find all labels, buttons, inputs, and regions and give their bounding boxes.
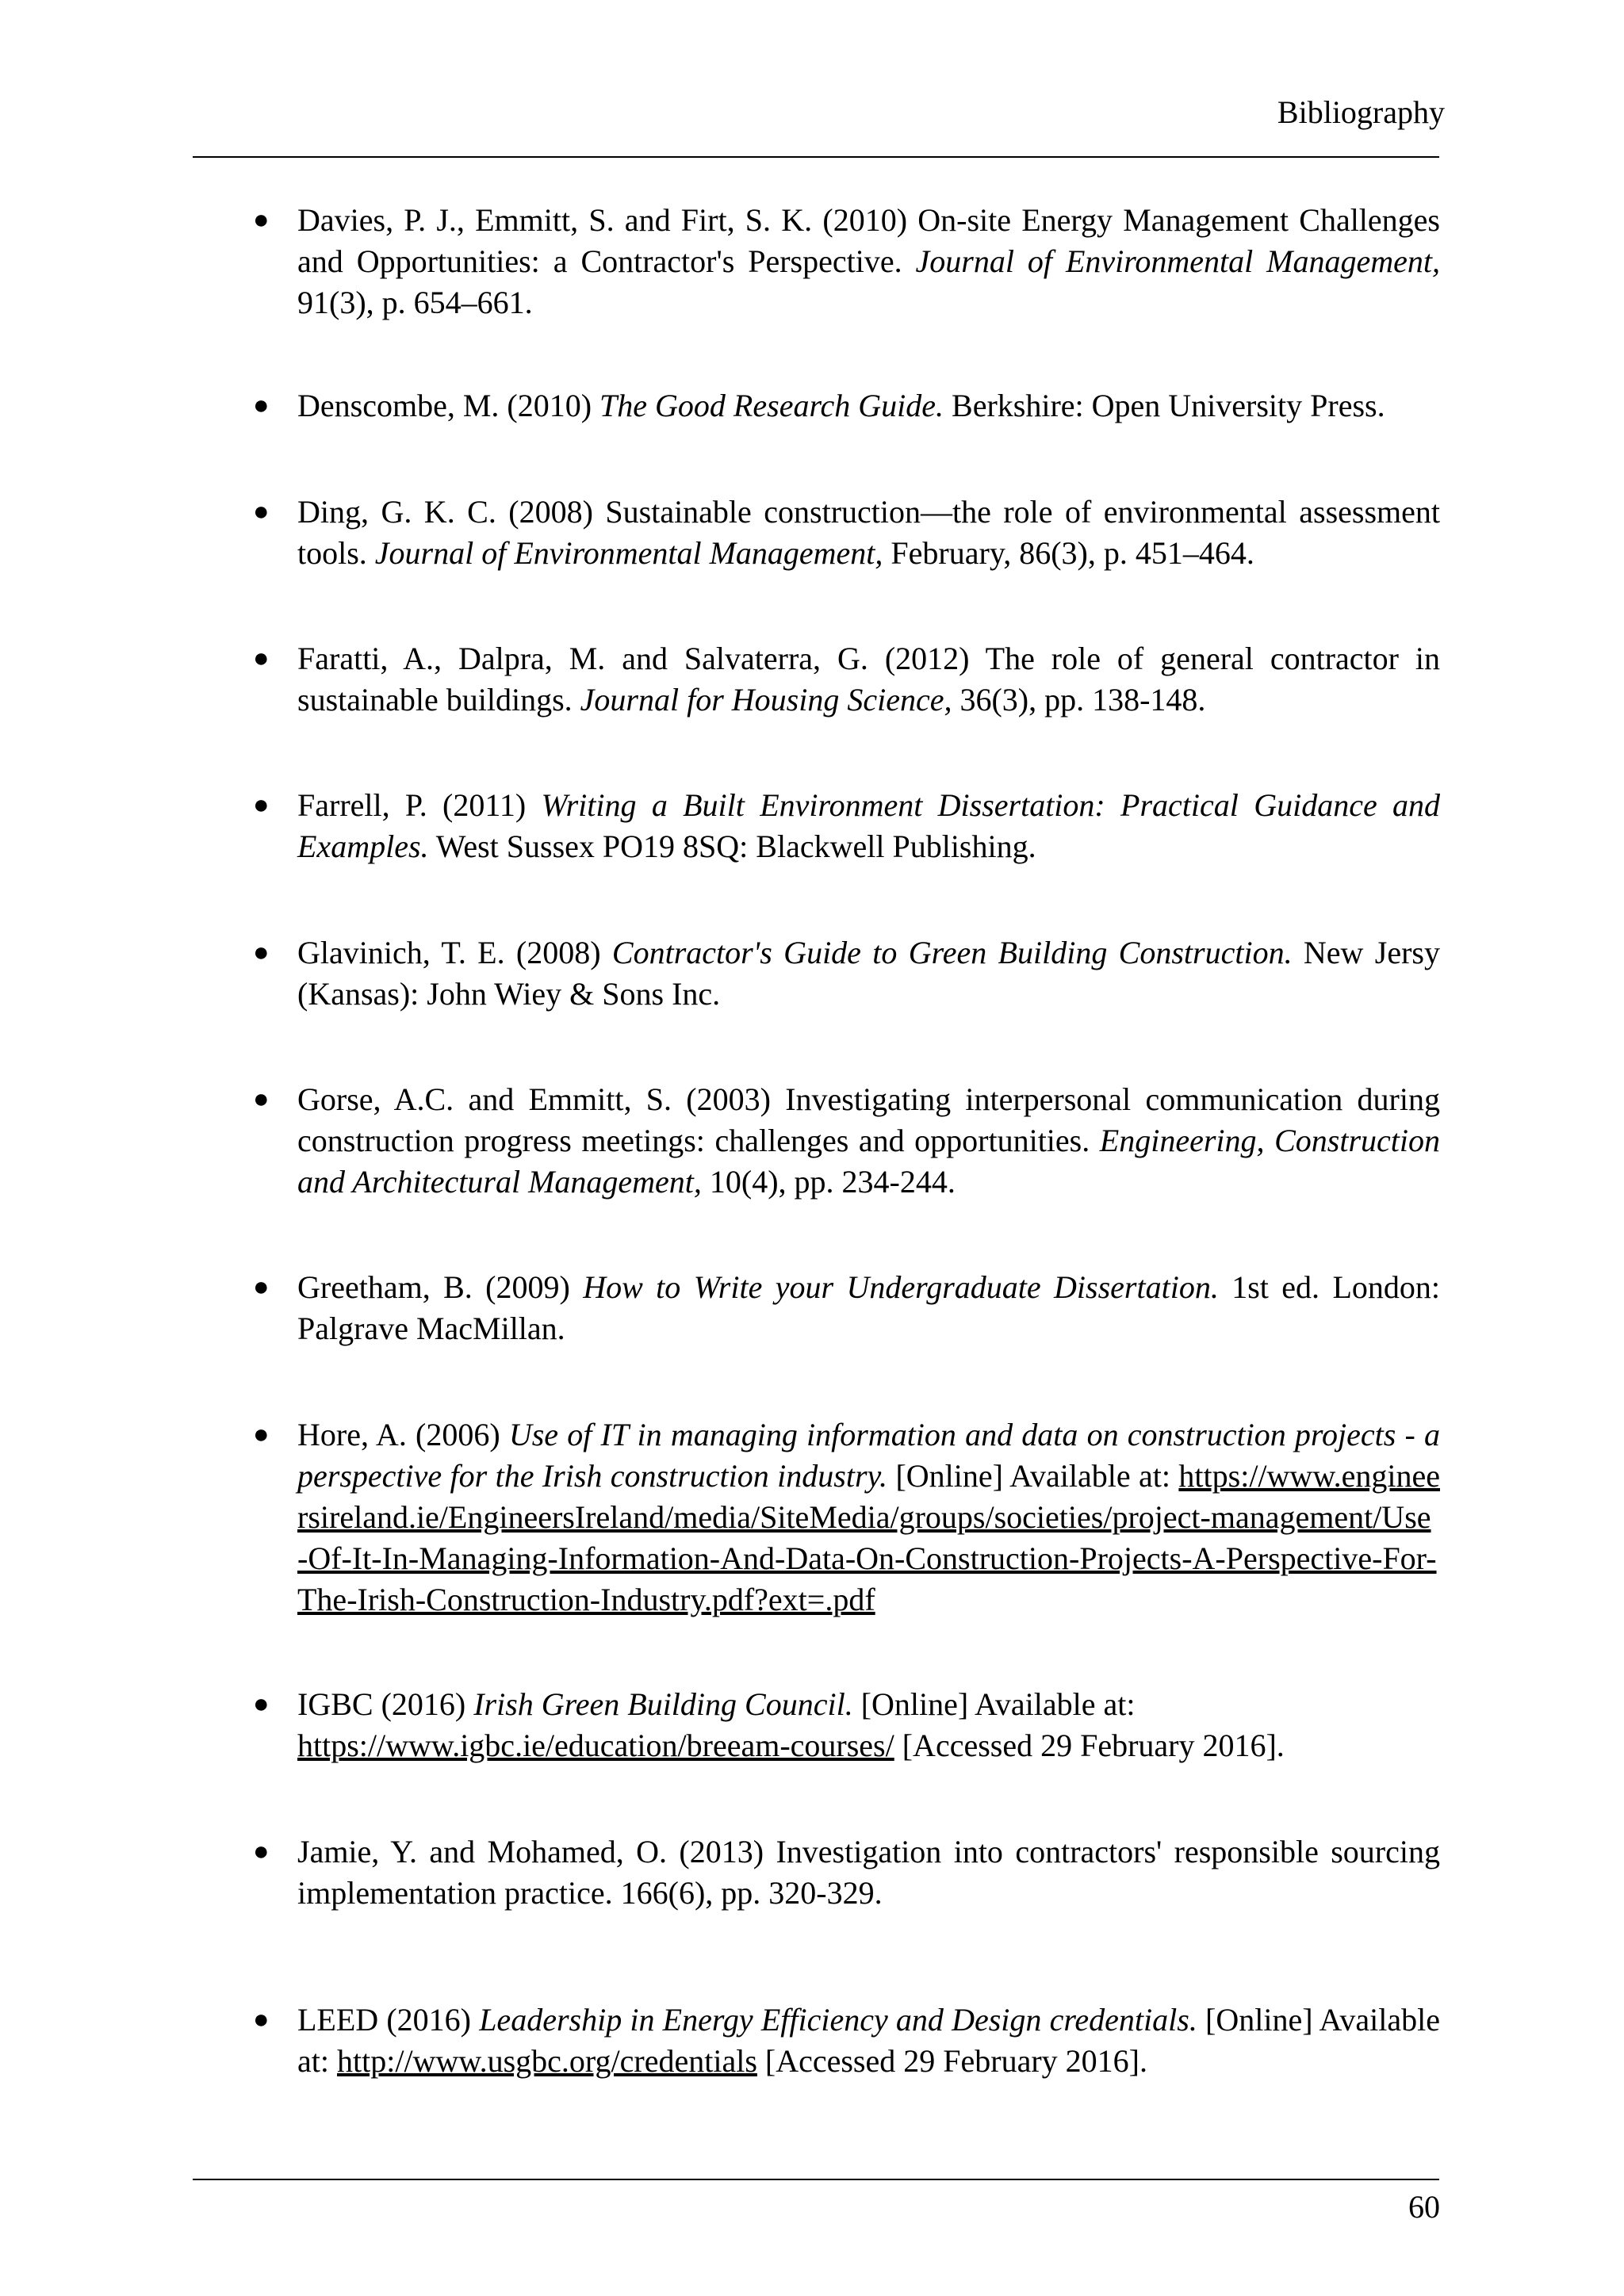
bullet-icon: ●	[253, 938, 270, 967]
header-title: Bibliography	[1277, 94, 1445, 130]
bib-entry-davies: ● Davies, P. J., Emmitt, S. and Firt, S. K. (2010) On-site Energy Management Challenges and Opportunities: a Contractor's Perspective. Journal of Environmental Management, 91(3), p. 654–661.	[297, 200, 1440, 323]
bullet-icon: ●	[253, 1420, 270, 1449]
bullet-icon: ●	[253, 1272, 270, 1302]
bullet-icon: ●	[253, 205, 270, 235]
igbc-url-link[interactable]: https://www.igbc.ie/education/breeam-courses/	[297, 1728, 894, 1763]
bib-entry-glavinich: ● Glavinich, T. E. (2008) Contractor's Guide to Green Building Construction. New Jersy (Kansas): John Wiey & Sons Inc.	[297, 932, 1440, 1015]
bib-entry-leed: ● LEED (2016) Leadership in Energy Efficiency and Design credentials. [Online] Available at: http://www.usgbc.org/credentials [Accessed 29 February 2016].	[297, 1999, 1440, 2082]
footer-rule	[193, 2179, 1439, 2180]
bib-entry-igbc: ● IGBC (2016) Irish Green Building Council. [Online] Available at: https://www.igbc.ie/education/breeam-courses/ [Accessed 29 February 2016].	[297, 1684, 1440, 1766]
bullet-icon: ●	[253, 790, 270, 820]
bib-entry-farrell: ● Farrell, P. (2011) Writing a Built Environment Dissertation: Practical Guidance and Examples. West Sussex PO19 8SQ: Blackwell Publishing.	[297, 785, 1440, 867]
bullet-icon: ●	[253, 497, 270, 526]
bullet-icon: ●	[253, 1837, 270, 1866]
bib-entry-gorse: ● Gorse, A.C. and Emmitt, S. (2003) Investigating interpersonal communication during construction progress meetings: challenges and opportunities. Engineering, Construction and Architectural Management, 10(4), pp. 234-244.	[297, 1079, 1440, 1203]
bib-entry-hore: ● Hore, A. (2006) Use of IT in managing information and data on construction projects - a perspective for the Irish construction industry. [Online] Available at: https://www.engineersireland.ie/EngineersIreland/media/SiteMedia/groups/societies/project-management/Use-Of-It-In-Managing-Information-And-Data-On-Construction-Projects-A-Perspective-For-The-Irish-Construction-Industry.pdf?ext=.pdf	[297, 1414, 1440, 1621]
leed-url-link[interactable]: http://www.usgbc.org/credentials	[336, 2043, 757, 2079]
bullet-icon: ●	[253, 644, 270, 673]
bullet-icon: ●	[253, 2005, 270, 2034]
bib-entry-faratti: ● Faratti, A., Dalpra, M. and Salvaterra, G. (2012) The role of general contractor in sustainable buildings. Journal for Housing Science, 36(3), pp. 138-148.	[297, 638, 1440, 721]
bullet-icon: ●	[253, 1085, 270, 1114]
page-number: 60	[1408, 2189, 1440, 2225]
bib-entry-greetham: ● Greetham, B. (2009) How to Write your Undergraduate Dissertation. 1st ed. London: Palgrave MacMillan.	[297, 1267, 1440, 1349]
bullet-icon: ●	[253, 391, 270, 420]
bib-entry-denscombe: ● Denscombe, M. (2010) The Good Research Guide. Berkshire: Open University Press.	[297, 385, 1440, 427]
bib-entry-ding: ● Ding, G. K. C. (2008) Sustainable construction—the role of environmental assessment tools. Journal of Environmental Management, February, 86(3), p. 451–464.	[297, 492, 1440, 574]
bib-entry-jamie: ● Jamie, Y. and Mohamed, O. (2013) Investigation into contractors' responsible sourcing implementation practice. 166(6), pp. 320-329.	[297, 1831, 1440, 1914]
hore-url-link[interactable]: https://www.engineersireland.ie/EngineersIreland/media/SiteMedia/groups/societies/project-management/Use-Of-It-In-Managing-Information-And-Data-On-Construction-Projects-A-Perspective-For-The-Irish-Construction-Industry.pdf?ext=.pdf	[297, 1458, 1440, 1617]
bullet-icon: ●	[253, 1689, 270, 1719]
